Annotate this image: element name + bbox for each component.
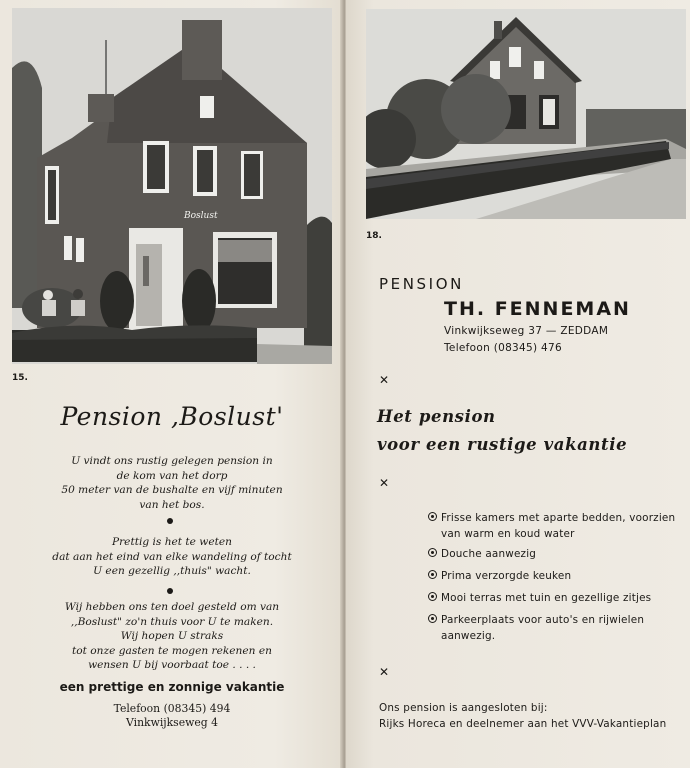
left-page <box>0 0 344 768</box>
figure-number: 18. <box>366 231 382 241</box>
membership-label: Ons pension is aangesloten bij: <box>379 702 548 714</box>
feature-item <box>441 511 681 542</box>
text-line: 50 meter van de bushalte en vijf minuten <box>61 484 283 496</box>
feature-text: Prima verzorgde keuken <box>441 570 572 582</box>
separator-dot <box>167 588 173 594</box>
third-paragraph <box>30 600 314 673</box>
phone-number: Telefoon (08345) 494 <box>113 702 231 715</box>
text-line: U een gezellig ,,thuis" wacht. <box>93 565 251 577</box>
cross-separator-icon: ✕ <box>379 665 387 679</box>
house-photo-illustration <box>366 9 686 219</box>
cross-separator-icon: ✕ <box>379 476 387 490</box>
second-paragraph <box>30 535 314 579</box>
house-sign: Boslust <box>184 211 218 221</box>
bullet-icon <box>428 570 437 579</box>
feature-item <box>441 569 681 585</box>
separator-dot <box>167 518 173 524</box>
figure-number: 15. <box>12 373 28 383</box>
text-line: wensen U bij voorbaat toe . . . . <box>88 659 256 671</box>
headline-line-2: voor een rustige vakantie <box>377 435 628 454</box>
feature-text: Frisse kamers met aparte bedden, voorzien van warm en koud water <box>441 512 676 540</box>
text-line: U vindt ons rustig gelegen pension in <box>71 455 273 467</box>
feature-text: Douche aanwezig <box>441 548 537 560</box>
photo-fenneman-house <box>366 9 686 219</box>
text-line: de kom van het dorp <box>116 469 228 482</box>
phone-line: Telefoon (08345) 476 <box>444 342 562 354</box>
text-line: Wij hebben ons ten doel gesteld om van <box>64 601 280 613</box>
address-line: Vinkwijkseweg 37 — ZEDDAM <box>444 325 609 337</box>
owner-name: TH. FENNEMAN <box>444 298 631 320</box>
bullet-icon <box>428 512 437 521</box>
text-line: ,,Boslust" zo'n thuis voor U te maken. <box>70 615 274 628</box>
text-line: Wij hopen U straks <box>120 630 224 642</box>
pension-title: Pension ,Boslust' <box>60 402 284 431</box>
text-line: tot onze gasten te mogen rekenen en <box>72 644 272 657</box>
text-line: dat aan het eind van elke wandeling of tocht <box>52 550 292 563</box>
street-address: Vinkwijkseweg 4 <box>126 716 218 729</box>
text-line: van het bos. <box>139 498 205 511</box>
feature-item <box>441 547 681 563</box>
headline-line-1: Het pension <box>377 407 496 426</box>
bullet-icon <box>428 592 437 601</box>
intro-paragraph <box>30 454 314 512</box>
bullet-icon <box>428 548 437 557</box>
photo-boslust-house <box>12 8 332 364</box>
membership-text: Rijks Horeca en deelnemer aan het VVV-Vakantieplan <box>379 718 667 730</box>
feature-text: Parkeerplaats voor auto's en rijwielen aanwezig. <box>441 614 645 642</box>
feature-item <box>441 613 681 644</box>
cross-separator-icon: ✕ <box>379 373 387 387</box>
bullet-icon <box>428 614 437 623</box>
house-photo-illustration <box>12 8 332 364</box>
pension-label: PENSION <box>379 275 464 293</box>
feature-item <box>441 591 681 607</box>
feature-text: Mooi terras met tuin en gezellige zitjes <box>441 592 652 604</box>
text-line: Prettig is het te weten <box>111 536 232 548</box>
closing-line: een prettige en zonnige vakantie <box>59 680 285 694</box>
right-page <box>346 0 690 768</box>
